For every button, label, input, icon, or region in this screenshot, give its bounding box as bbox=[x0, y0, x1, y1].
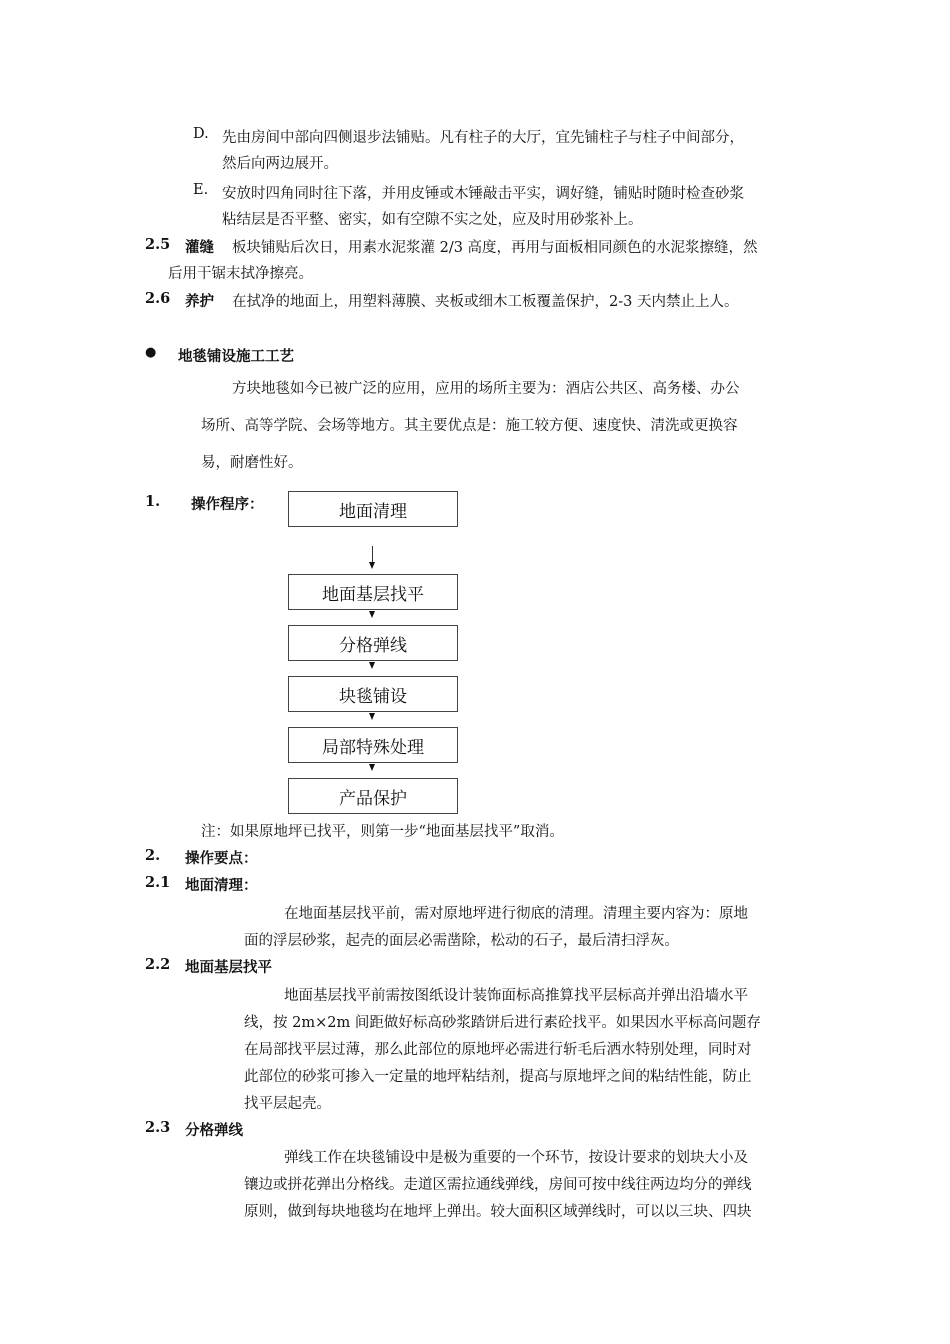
section-2-5-number: 2.5 bbox=[145, 236, 171, 253]
arrow-down-icon bbox=[369, 611, 375, 618]
section-2-3-line3: 原则，做到每块地毯均在地坪上弹出。较大面积区域弹线时，可以以三块、四块 bbox=[244, 1204, 752, 1220]
procedure-number: 1. bbox=[145, 493, 161, 510]
points-number: 2. bbox=[145, 847, 161, 864]
section-2-1-line2: 面的浮层砂浆，起壳的面层必需凿除，松动的石子，最后清扫浮灰。 bbox=[244, 933, 679, 949]
section-2-2-line3: 在局部找平层过薄，那么此部位的原地坪必需进行斩毛后洒水特别处理，同时对 bbox=[244, 1042, 752, 1058]
procedure-note: 注：如果原地坪已找平，则第一步“地面基层找平”取消。 bbox=[201, 824, 564, 840]
section-2-2-number: 2.2 bbox=[145, 956, 171, 973]
section-2-2-line5: 找平层起壳。 bbox=[244, 1096, 331, 1112]
flow-step-local-treatment: 局部特殊处理 bbox=[288, 727, 458, 763]
item-d-line1: 先由房间中部向四侧退步法铺贴。凡有柱子的大厅，宜先铺柱子与柱子中间部分， bbox=[222, 130, 744, 146]
arrow-down-icon bbox=[369, 713, 375, 720]
flow-connector-1 bbox=[372, 546, 373, 562]
section-2-5-line1: 板块铺贴后次日，用素水泥浆灌 2/3 高度，再用与面板相同颜色的水泥浆擦缝，然 bbox=[232, 240, 758, 256]
section-2-5-line2: 后用干锯末拭净擦亮。 bbox=[168, 266, 313, 282]
flow-step-grid-marking: 分格弹线 bbox=[288, 625, 458, 661]
section-2-1-title: 地面清理： bbox=[185, 877, 258, 894]
section-2-3-line2: 镶边或拼花弹出分格线。走道区需拉通线弹线，房间可按中线往两边均分的弹线 bbox=[244, 1177, 752, 1193]
intro-line3: 易，耐磨性好。 bbox=[201, 455, 303, 471]
item-d-line2: 然后向两边展开。 bbox=[222, 156, 338, 172]
section-2-6-number: 2.6 bbox=[145, 290, 171, 307]
section-2-2-title: 地面基层找平 bbox=[185, 959, 272, 976]
section-2-2-line4: 此部位的砂浆可掺入一定量的地坪粘结剂，提高与原地坪之间的粘结性能，防止 bbox=[244, 1069, 752, 1085]
flow-step-ground-cleaning: 地面清理 bbox=[288, 491, 458, 527]
section-2-1-number: 2.1 bbox=[145, 874, 171, 891]
arrow-down-icon bbox=[369, 562, 375, 569]
intro-line1: 方块地毯如今已被广泛的应用，应用的场所主要为：酒店公共区、高务楼、办公 bbox=[232, 381, 740, 397]
flow-step-base-leveling: 地面基层找平 bbox=[288, 574, 458, 610]
list-marker-e: E. bbox=[193, 182, 209, 198]
bullet-icon: ● bbox=[145, 345, 157, 360]
flow-step-product-protection: 产品保护 bbox=[288, 778, 458, 814]
section-2-5-title: 灌缝 bbox=[185, 239, 214, 256]
item-e-line1: 安放时四角同时往下落，并用皮锤或木锤敲击平实，调好缝，铺贴时随时检查砂浆 bbox=[222, 186, 744, 202]
arrow-down-icon bbox=[369, 662, 375, 669]
section-2-6-title: 养护 bbox=[185, 293, 214, 310]
section-2-3-line1: 弹线工作在块毯铺设中是极为重要的一个环节，按设计要求的划块大小及 bbox=[284, 1150, 748, 1166]
item-e-line2: 粘结层是否平整、密实，如有空隙不实之处，应及时用砂浆补上。 bbox=[222, 212, 643, 228]
procedure-label: 操作程序： bbox=[191, 496, 264, 513]
section-2-6-line1: 在拭净的地面上，用塑料薄膜、夹板或细木工板覆盖保护，2-3 天内禁止上人。 bbox=[232, 294, 739, 310]
arrow-down-icon bbox=[369, 764, 375, 771]
section-2-2-line1: 地面基层找平前需按图纸设计装饰面标高推算找平层标高并弹出沿墙水平 bbox=[284, 988, 748, 1004]
section-2-2-line2: 线，按 2m×2m 间距做好标高砂浆踏饼后进行素砼找平。如果因水平标高问题存 bbox=[244, 1015, 761, 1031]
points-label: 操作要点： bbox=[185, 850, 258, 867]
list-marker-d: D. bbox=[193, 126, 209, 142]
section-2-3-title: 分格弹线 bbox=[185, 1122, 243, 1139]
intro-line2: 场所、高等学院、会场等地方。其主要优点是：施工较方便、速度快、清洗或更换容 bbox=[201, 418, 738, 434]
section-2-3-number: 2.3 bbox=[145, 1119, 171, 1136]
section-2-1-line1: 在地面基层找平前，需对原地坪进行彻底的清理。清理主要内容为：原地 bbox=[284, 906, 748, 922]
carpet-heading: 地毯铺设施工工艺 bbox=[178, 348, 294, 365]
flow-step-carpet-laying: 块毯铺设 bbox=[288, 676, 458, 712]
